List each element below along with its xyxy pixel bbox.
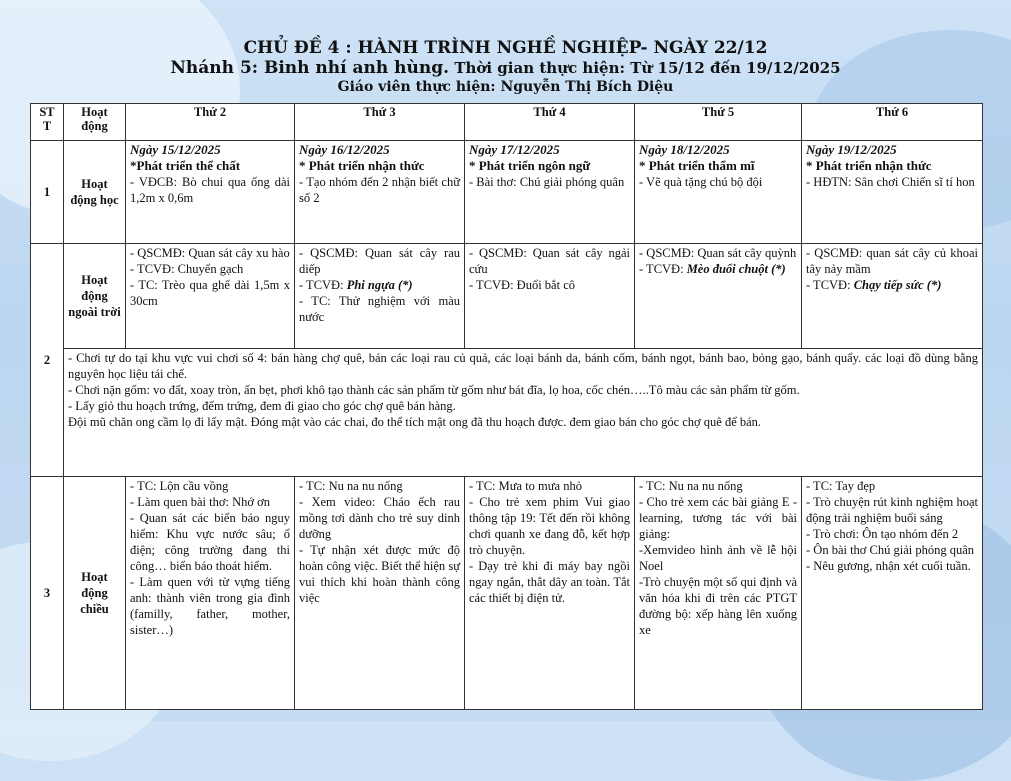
cell-text: -Xemvideo hình ảnh về lễ hội Noel: [639, 543, 797, 573]
game-name: Phi ngựa (*): [346, 278, 413, 292]
cell-text: - Quan sát các biển báo nguy hiểm: Khu vực nước sâu; ổ điện; công trường đang thi công… biển báo thoát hiểm.: [130, 511, 290, 573]
cell-monday: [126, 244, 295, 349]
document-header: [0, 38, 1011, 96]
activity-label: Hoạt động chiều: [64, 477, 126, 710]
cell-text: - TCVĐ:: [639, 262, 687, 276]
cell-text: - TCVĐ: Đuổi bắt cô: [469, 278, 576, 292]
row-number: 3: [31, 477, 64, 710]
schedule-table: [30, 103, 983, 710]
row-number: 2: [31, 244, 64, 477]
cell-text: [299, 277, 460, 293]
cell-thursday: [635, 244, 802, 349]
category-label: * Phát triển thẩm mĩ: [639, 158, 755, 173]
category-label: * Phát triển nhận thức: [806, 158, 932, 173]
col-header-monday: Thứ 2: [126, 104, 295, 141]
table-header-row: [31, 104, 983, 141]
cell-friday: [802, 141, 983, 244]
cell-text: [469, 277, 630, 293]
free-play-item: Đội mũ chăn ong cầm lọ đi lấy mật. Đóng mật vào các chai, đo thể tích mật ong đã thu hoạch được. đem giao bán cho góc chợ quê để bán.: [68, 415, 762, 429]
table-row-2: [31, 244, 983, 349]
cell-text: - TC: Lộn cầu vồng: [130, 479, 229, 493]
cell-monday: [126, 141, 295, 244]
activity-label: Hoạt động học: [64, 141, 126, 244]
cell-text: - Làm quen bài thơ: Nhớ ơn: [130, 495, 270, 509]
cell-friday: [802, 477, 983, 710]
date-label: Ngày 17/12/2025: [469, 142, 560, 157]
cell-text: - QSCMĐ: Quan sát cây xu hào: [130, 246, 290, 260]
cell-text: - TC: Nu na nu nống: [299, 479, 403, 493]
free-play-cell: [64, 349, 983, 477]
cell-text: - Nêu gương, nhận xét cuối tuần.: [806, 559, 971, 573]
cell-text: - Trò chuyện rút kinh nghiệm hoạt động trải nghiệm buổi sáng: [806, 495, 978, 525]
col-header-tuesday: Thứ 3: [295, 104, 465, 141]
cell-tuesday: [295, 141, 465, 244]
cell-text: - TC: Mưa to mưa nhỏ: [469, 479, 582, 493]
date-label: Ngày 18/12/2025: [639, 142, 730, 157]
col-header-activity: Hoạt động: [64, 104, 126, 141]
cell-wednesday: [465, 477, 635, 710]
page-title: CHỦ ĐỀ 4 : HÀNH TRÌNH NGHỀ NGHIỆP- NGÀY 22/12: [243, 38, 768, 58]
row-number: 1: [31, 141, 64, 244]
cell-friday: [802, 244, 983, 349]
table-row-3: [31, 477, 983, 710]
cell-text: [130, 261, 290, 277]
cell-text: - Cho trẻ xem phim Vui giao thông tập 19: Tết đến rồi không chơi quanh xe đang đỗ, kết hợp trò chuyện.: [469, 495, 630, 557]
cell-wednesday: [465, 141, 635, 244]
period-text: Thời gian thực hiện: Từ 15/12 đến 19/12/2025: [454, 59, 841, 77]
cell-text: - QSCMĐ: Quan sát cây ngải cứu: [469, 246, 630, 276]
cell-text: - Dạy trẻ khi đi máy bay ngồi ngay ngắn, thắt dây an toàn. Tắt các thiết bị điện tử.: [469, 559, 630, 605]
col-header-friday: Thứ 6: [802, 104, 983, 141]
cell-text: - TCVĐ: Chuyển gạch: [130, 262, 244, 276]
game-name: Chạy tiếp sức (*): [853, 278, 942, 292]
cell-thursday: [635, 477, 802, 710]
cell-text: - TC: Tay đẹp: [806, 479, 876, 493]
free-play-item: - Chơi nặn gốm: vo đất, xoay tròn, ấn bẹt, phơi khô tạo thành các sản phẩm từ gốm như bát đĩa, lọ hoa, cốc chén…..Tô màu các sản phẩm từ gốm.: [68, 383, 800, 397]
cell-text: [639, 261, 797, 277]
cell-text: - Vẽ quà tặng chú bộ đội: [639, 175, 763, 189]
cell-text: - VĐCB: Bò chui qua ống dài 1,2m x 0,6m: [130, 175, 290, 205]
cell-text: - TCVĐ:: [299, 278, 347, 292]
cell-text: -Trò chuyện một số qui định và văn hóa khi đi trên các PTGT đường bộ: xếp hàng lên xuống xe: [639, 575, 797, 637]
cell-monday: [126, 477, 295, 710]
cell-text: - Bài thơ: Chú giải phóng quân: [469, 175, 625, 189]
branch-title: Nhánh 5: Binh nhí anh hùng.: [170, 58, 450, 78]
category-label: *Phát triển thể chất: [130, 158, 241, 173]
table-row-1: [31, 141, 983, 244]
date-label: Ngày 15/12/2025: [130, 142, 221, 157]
activity-label: Hoạt động ngoài trời: [64, 244, 126, 349]
category-label: * Phát triển ngôn ngữ: [469, 158, 591, 173]
teacher-text: Giáo viên thực hiện: Nguyễn Thị Bích Diệu: [337, 79, 674, 95]
cell-text: - HĐTN: Sân chơi Chiến sĩ tí hon: [806, 175, 975, 189]
cell-text: - Trò chơi: Ôn tạo nhóm đến 2: [806, 527, 959, 541]
cell-text: - Tự nhận xét được mức độ hoàn công việc. Biết thể hiện sự vui thích khi hoàn thành công việc: [299, 543, 460, 605]
cell-text: - Tạo nhóm đến 2 nhận biết chữ số 2: [299, 175, 460, 205]
category-label: * Phát triển nhận thức: [299, 158, 425, 173]
cell-tuesday: [295, 244, 465, 349]
free-play-item: - Chơi tự do tại khu vực vui chơi số 4: bán hàng chợ quê, bán các loại rau củ quả, các loại bánh da, bánh cốm, bánh ngọt, bánh bao, bỏng gạo, bánh quẩy. các loại đồ dùng bằng nguyên học liệu tái chế.: [68, 351, 978, 381]
cell-text: - TCVĐ:: [806, 278, 854, 292]
cell-text: - TC: Trèo qua ghế dài 1,5m x 30cm: [130, 278, 290, 308]
cell-text: - TC: Thử nghiệm với màu nước: [299, 294, 460, 324]
cell-text: - Xem video: Cháo ếch rau mồng tơi dành cho trẻ suy dinh dưỡng: [299, 495, 460, 541]
cell-text: [806, 277, 978, 293]
cell-tuesday: [295, 477, 465, 710]
cell-thursday: [635, 141, 802, 244]
cell-text: - QSCMĐ: Quan sát cây quỳnh: [639, 246, 797, 260]
cell-text: - Ôn bài thơ Chú giải phóng quân: [806, 543, 975, 557]
game-name: Mèo đuổi chuột (*): [686, 262, 786, 276]
date-label: Ngày 16/12/2025: [299, 142, 390, 157]
cell-text: - Cho trẻ xem các bài giảng E - learning, tương tác với bài giảng:: [639, 495, 797, 541]
cell-text: - QSCMĐ: Quan sát cây rau diếp: [299, 246, 460, 276]
date-label: Ngày 19/12/2025: [806, 142, 897, 157]
cell-wednesday: [465, 244, 635, 349]
free-play-item: - Lấy giỏ thu hoạch trứng, đếm trứng, đem đi giao cho góc chợ quê bán hàng.: [68, 399, 456, 413]
cell-text: - Làm quen với từ vựng tiếng anh: thành viên trong gia đình (familly, father, mother, sister…): [130, 575, 290, 637]
col-header-thursday: Thứ 5: [635, 104, 802, 141]
free-play-row: [31, 349, 983, 477]
subtitle-line: [0, 59, 1011, 78]
col-header-wednesday: Thứ 4: [465, 104, 635, 141]
col-header-stt: ST T: [31, 104, 64, 141]
cell-text: - TC: Nu na nu nống: [639, 479, 743, 493]
cell-text: - QSCMĐ: quan sát cây củ khoai tây nảy mầm: [806, 246, 978, 276]
